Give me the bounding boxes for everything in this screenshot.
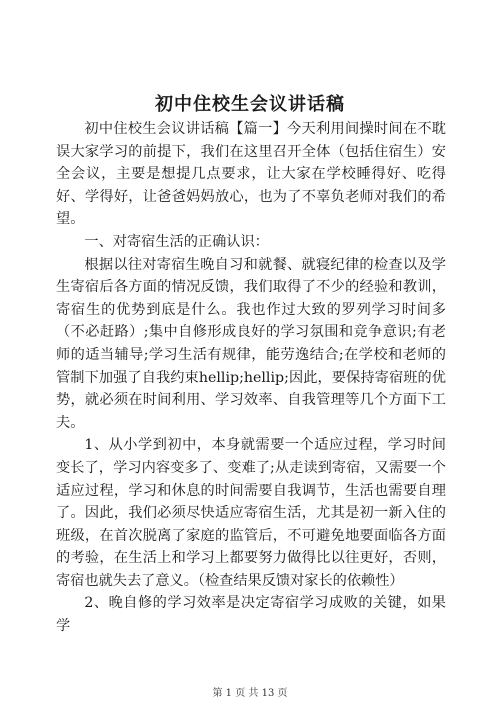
paragraph-intro: 初中住校生会议讲话稿【篇一】今天利用间操时间在不耽误大家学习的前提下，我们在这里召开全体（包括住宿生）安全会议，主要是想提几点要求，让大家在学校睡得好、吃得好、学得好，让爸爸妈妈放心，也为了不辜负老师对我们的希望。 bbox=[56, 121, 446, 228]
document-body bbox=[56, 118, 446, 638]
page-footer: 第 1 页 共 13 页 bbox=[212, 688, 288, 699]
page-title: 初中住校生会议讲话稿 bbox=[155, 94, 345, 115]
paragraph-section-heading: 一、对寄宿生活的正确认识： bbox=[84, 233, 269, 250]
paragraph-point-2: 2、晚自修的学习效率是决定寄宿学习成败的关键，如果学 bbox=[56, 595, 446, 635]
paragraph-analysis: 根据以往对寄宿生晚自习和就餐、就寝纪律的检查以及学生寄宿后各方面的情况反馈，我们取得了不少的经验和教训，寄宿生的优势到底是什么。我也作过大致的罗列学习时间多（不必赶路）;集中自修形成良好的学习氛围和竞争意识;有老师的适当辅导;学习生活有规律，能劳逸结合;在学校和老师的管制下加强了自我约束hellip;hellip;因此，要保持寄宿班的优势，就必须在时间利用、学习效率、自我管理等几个方面下工夫。 bbox=[56, 256, 446, 431]
paragraph-point-1: 1、从小学到初中，本身就需要一个适应过程，学习时间变长了，学习内容变多了、变难了;从走读到寄宿，又需要一个适应过程，学习和休息的时间需要自我调节，生活也需要自理了。因此，我们必须尽快适应寄宿生活，尤其是初一新入住的班级，在首次脱离了家庭的监管后，不可避免地要面临各方面的考验，在生活上和学习上都要努力做得比以往更好，否则，寄宿也就失去了意义。（检查结果反馈对家长的依赖性） bbox=[56, 437, 446, 589]
